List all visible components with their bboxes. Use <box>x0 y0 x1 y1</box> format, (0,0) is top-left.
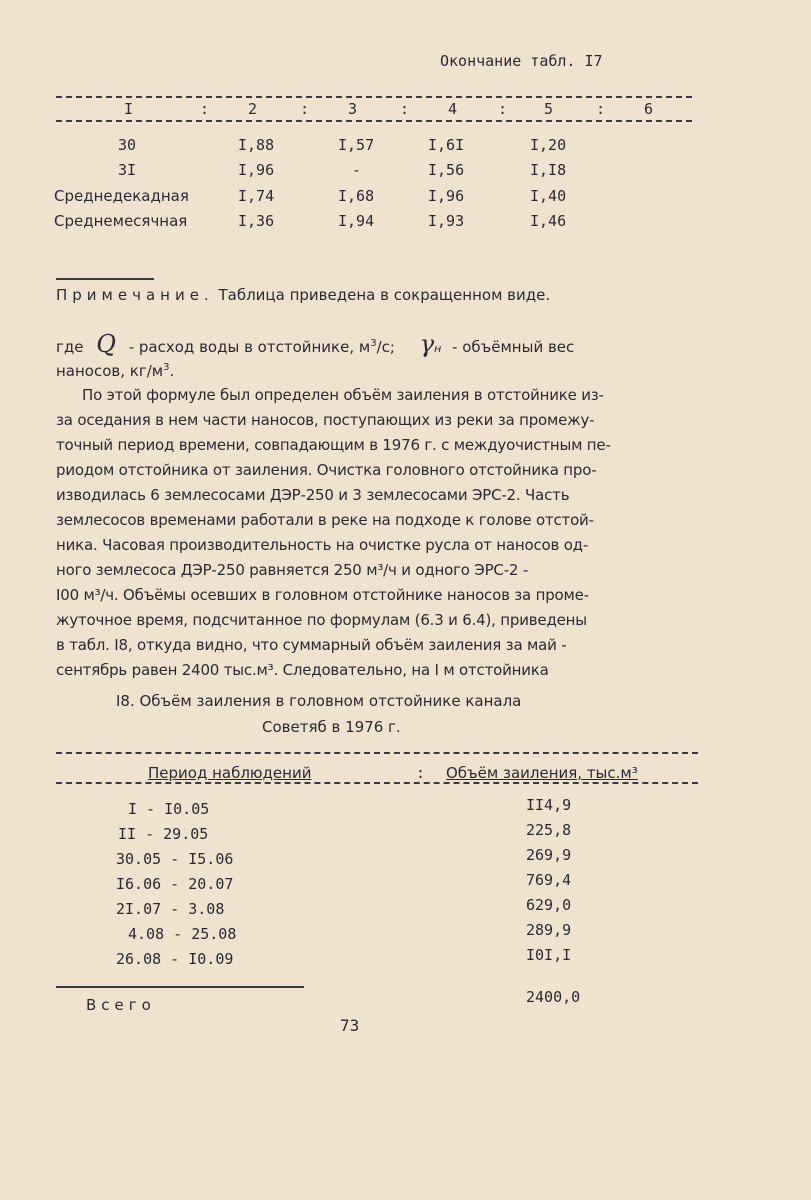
table17-cell: I,6I <box>428 136 465 154</box>
table18-volume: II4,9 <box>526 796 572 814</box>
table18-period: I6.06 - 20.07 <box>116 875 234 893</box>
formula-def-line2 <box>56 362 174 380</box>
table17-cell: I,96 <box>238 161 275 179</box>
gamma-text: - объёмный вес <box>452 338 575 356</box>
table17-cell: 3I <box>118 161 137 179</box>
table18-header-rule <box>56 782 698 784</box>
paragraph-line: По этой формуле был определен объём заиления в отстойнике из- <box>82 386 604 404</box>
table17-cell: - <box>352 161 362 179</box>
table17-header-sep: : <box>200 100 210 118</box>
q-symbol: Q <box>96 330 116 358</box>
formula-def-line1 <box>56 330 574 358</box>
table18-total-rule <box>56 986 304 988</box>
table17-header-sep: : <box>300 100 310 118</box>
table17-cell: I,68 <box>338 187 375 205</box>
table18-period: I - I0.05 <box>128 800 210 818</box>
note-text: Таблица приведена в сокращенном виде. <box>218 286 551 304</box>
table18-header-col2: Объём заиления, тыс.м³ <box>446 764 638 782</box>
table17-cell: I,88 <box>238 136 275 154</box>
table17-cell: I,20 <box>530 136 567 154</box>
formula-prefix: где <box>56 338 84 356</box>
paragraph-line: в табл. I8, откуда видно, что суммарный объём заиления за май - <box>56 636 567 654</box>
table17-note <box>56 286 550 304</box>
table17-cell: 30 <box>118 136 137 154</box>
page-number: 73 <box>340 1016 360 1035</box>
paragraph-line: точный период времени, совпадающим в 1976 г. с междуочистным пе- <box>56 436 611 454</box>
paragraph-line: ного землесоса ДЭР-250 равняется 250 м³/ч и одного ЭРС-2 - <box>56 561 529 579</box>
table17-header-rule <box>56 120 692 122</box>
paragraph-line: за оседания в нем части наносов, поступающих из реки за промежу- <box>56 411 595 429</box>
line2-tail: . <box>169 362 175 380</box>
table18-volume: 225,8 <box>526 821 572 839</box>
table17-header-col2: 2 <box>248 100 258 118</box>
q-text: - расход воды в отстойнике, м <box>128 338 371 356</box>
table17-header-sep: : <box>400 100 410 118</box>
q-unit-sup: 3 <box>370 338 377 349</box>
table18-period: II - 29.05 <box>118 825 209 843</box>
table17-header-col6: 6 <box>644 100 654 118</box>
table17-caption: Окончание табл. I7 <box>440 52 603 70</box>
note-rule <box>56 278 154 280</box>
table18-volume: I0I,I <box>526 946 572 964</box>
paragraph-line: риодом отстойника от заиления. Очистка головного отстойника про- <box>56 461 597 479</box>
table18-volume: 769,4 <box>526 871 572 889</box>
table18-period: 4.08 - 25.08 <box>128 925 237 943</box>
paragraph-line: I00 м³/ч. Объёмы осевших в головном отстойнике наносов за проме- <box>56 586 589 604</box>
q-unit-tail: /с; <box>376 338 395 356</box>
table17-cell: I,46 <box>530 212 567 230</box>
paragraph-line: сентябрь равен 2400 тыс.м³. Следовательно, на I м отстойника <box>56 661 549 679</box>
note-label: Примечание. <box>56 286 214 304</box>
table17-header-sep: : <box>498 100 508 118</box>
table17-cell: Среднедекадная <box>54 187 189 205</box>
table17-cell: Среднемесячная <box>54 212 188 230</box>
table18-total-label: Всего <box>86 996 156 1014</box>
gamma-symbol: γ <box>419 330 435 358</box>
paragraph-line: ника. Часовая производительность на очистке русла от наносов од- <box>56 536 589 554</box>
table18-volume: 269,9 <box>526 846 572 864</box>
gamma-sub: н <box>434 342 442 355</box>
table17-header-col5: 5 <box>544 100 554 118</box>
table18-title-line2: Советяб в 1976 г. <box>262 718 401 736</box>
table17-header-col1: I <box>124 100 134 118</box>
table17-header-col4: 4 <box>448 100 458 118</box>
table17-header-col3: 3 <box>348 100 358 118</box>
paragraph-line: землесосов временами работали в реке на подходе к голове отстой- <box>56 511 594 529</box>
table17-cell: I,56 <box>428 161 465 179</box>
table17-cell: I,96 <box>428 187 465 205</box>
table17-top-rule <box>56 96 692 98</box>
table17-cell: I,93 <box>428 212 465 230</box>
table17-cell: I,74 <box>238 187 275 205</box>
table17-cell: I,I8 <box>530 161 567 179</box>
table18-period: 26.08 - I0.09 <box>116 950 234 968</box>
table18-title-line1: I8. Объём заиления в головном отстойнике канала <box>116 692 522 710</box>
line2-text: наносов, кг/м <box>56 362 164 380</box>
table18-top-rule <box>56 752 698 754</box>
table18-volume: 629,0 <box>526 896 572 914</box>
table18-period: 30.05 - I5.06 <box>116 850 234 868</box>
table18-total-value: 2400,0 <box>526 988 581 1006</box>
table18-header-col1: Период наблюдений <box>148 764 312 782</box>
table17-cell: I,94 <box>338 212 375 230</box>
table17-cell: I,57 <box>338 136 375 154</box>
paragraph-line: изводилась 6 землесосами ДЭР-250 и 3 землесосами ЭРС-2. Часть <box>56 486 570 504</box>
paragraph-line: жуточное время, подсчитанное по формулам (6.3 и 6.4), приведены <box>56 611 587 629</box>
table18-volume: 289,9 <box>526 921 572 939</box>
table17-cell: I,36 <box>238 212 275 230</box>
line2-sup: 3 <box>163 362 170 373</box>
table17-cell: I,40 <box>530 187 567 205</box>
table17-header-sep: : <box>596 100 606 118</box>
table18-header-sep: : <box>416 764 426 782</box>
table18-period: 2I.07 - 3.08 <box>116 900 225 918</box>
